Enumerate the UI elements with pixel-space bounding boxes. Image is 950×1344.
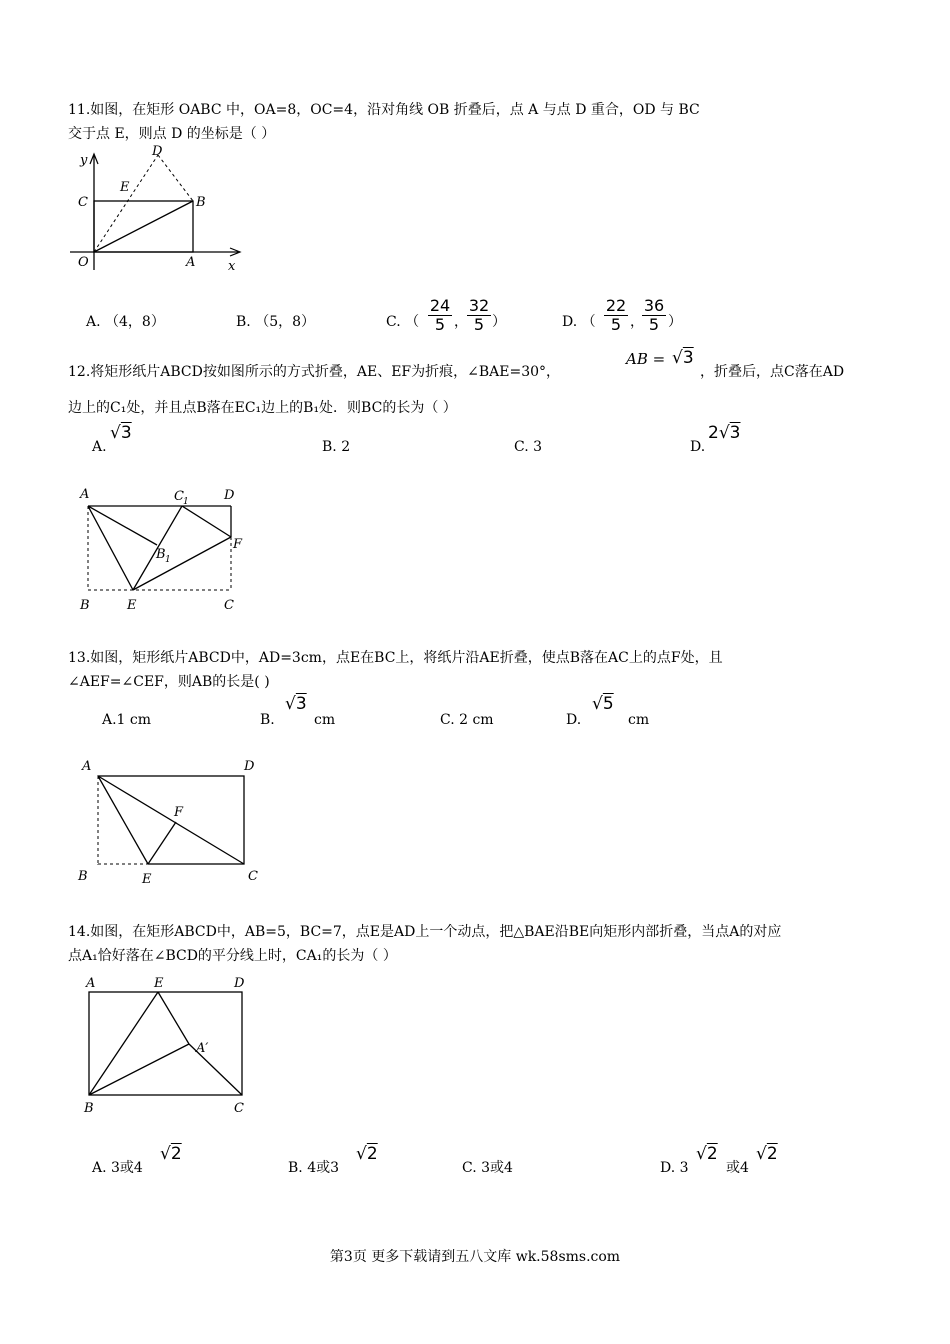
q12-option-c: C. 3 bbox=[514, 439, 543, 455]
q11-option-d-frac2 bbox=[642, 296, 666, 334]
q14-fold-be bbox=[89, 992, 158, 1095]
q14-label-a-prime: A′ bbox=[196, 1041, 209, 1056]
q13-label-d: D bbox=[244, 759, 255, 774]
q13-label-e: E bbox=[142, 872, 152, 887]
q14-option-a-prefix: A. 3或4 bbox=[92, 1160, 143, 1176]
q12-fold-c1f bbox=[182, 506, 231, 537]
q12-option-a-prefix: A. bbox=[92, 439, 107, 455]
q11-option-d-prefix: D. （ bbox=[562, 314, 596, 330]
q13-label-f: F bbox=[174, 805, 184, 820]
q14-option-d-radicand1: 2 bbox=[706, 1144, 718, 1164]
q13-option-d-radicand: 5 bbox=[602, 694, 614, 714]
q13-segment-ef bbox=[148, 822, 176, 864]
q12-text-line2: 边上的C₁处，并且点B落在EC₁边上的B₁处．则BC的长为（ ） bbox=[68, 400, 457, 416]
q13-diagonal-ac bbox=[98, 776, 244, 864]
q14-option-a-sqrt: √2 bbox=[160, 1144, 182, 1164]
q14-label-c: C bbox=[234, 1101, 244, 1116]
q11-label-c: C bbox=[78, 195, 88, 210]
q12-figure bbox=[70, 482, 260, 617]
q13-option-a: A.1 cm bbox=[102, 712, 152, 728]
q11-option-c-frac1 bbox=[428, 296, 452, 334]
q14-segment-ea1 bbox=[158, 992, 189, 1044]
q13-label-c: C bbox=[248, 869, 258, 884]
q13-text-line1: 13.如图，矩形纸片ABCD中，AD=3cm，点E在BC上，将纸片沿AE折叠，使点B落在AC上的点F处，且 bbox=[68, 650, 723, 666]
q12-option-d-radicand: 3 bbox=[729, 423, 741, 443]
q14-text-line2: 点A₁恰好落在∠BCD的平分线上时，CA₁的长为（ ） bbox=[68, 948, 397, 964]
q14-option-d-sqrt1: √2 bbox=[696, 1144, 718, 1164]
q13-option-d-sqrt: √5 bbox=[592, 694, 614, 714]
q12-label-b: B bbox=[80, 598, 90, 613]
q11-label-b: B bbox=[196, 195, 206, 210]
q12-option-a-sqrt: √3 bbox=[110, 423, 132, 443]
q11-label-d: D bbox=[152, 144, 163, 159]
q11-text-line1: 11.如图，在矩形 OABC 中，OA=8，OC=4，沿对角线 OB 折叠后，点 A 与点 D 重合，OD 与 BC bbox=[68, 102, 700, 118]
q14-text-line1: 14.如图，在矩形ABCD中，AB=5，BC=7，点E是AD上一个动点，把△BAE沿BE向矩形内部折叠，当点A的对应 bbox=[68, 924, 782, 940]
q11-diagonal-ob bbox=[94, 201, 193, 252]
q12-label-e: E bbox=[127, 598, 137, 613]
q13-text-line2: ∠AEF=∠CEF，则AB的长是( ) bbox=[68, 674, 270, 690]
q13-figure bbox=[72, 756, 272, 891]
q12-label-f: F bbox=[233, 537, 243, 552]
q11-option-d-suffix: ） bbox=[668, 314, 682, 330]
q11-d-num2: 36 bbox=[643, 296, 665, 315]
q14-label-d: D bbox=[234, 976, 245, 991]
q11-option-b: B. （5，8） bbox=[236, 314, 316, 330]
q11-option-c-sep: ， bbox=[454, 314, 468, 330]
q11-d-den1: 5 bbox=[604, 315, 628, 334]
q14-option-d-prefix: D. 3 bbox=[660, 1160, 689, 1176]
q14-label-a: A bbox=[86, 976, 96, 991]
q12-label-a: A bbox=[80, 487, 90, 502]
q11-option-c-suffix: ） bbox=[492, 314, 506, 330]
q14-label-e: E bbox=[154, 976, 164, 991]
q12-formula-sqrt: √3 bbox=[672, 348, 694, 368]
q12-option-d-prefix: D. bbox=[690, 439, 706, 455]
q12-label-b1-sub: 1 bbox=[165, 555, 171, 565]
q13-option-b-prefix: B. bbox=[260, 712, 275, 728]
q12-option-d-sqrt: 2√3 bbox=[708, 423, 741, 443]
q11-c-den1: 5 bbox=[428, 315, 452, 334]
q13-label-b: B bbox=[78, 869, 88, 884]
q11-figure bbox=[60, 142, 260, 282]
q14-option-b-sqrt: √2 bbox=[356, 1144, 378, 1164]
q12-fold-ef bbox=[133, 537, 231, 590]
q14-option-d-mid: 或4 bbox=[726, 1160, 749, 1176]
q11-option-d-frac1 bbox=[604, 296, 628, 334]
page-footer: 第3页 更多下载请到五八文库 wk.58sms.com bbox=[329, 1249, 621, 1265]
q12-text-line1-post: ，折叠后，点C落在AD bbox=[700, 364, 845, 380]
q11-label-y: y bbox=[80, 153, 88, 168]
q11-dashed-db bbox=[158, 155, 193, 201]
q11-option-c-prefix: C. （ bbox=[386, 314, 420, 330]
q11-label-o: O bbox=[78, 255, 89, 270]
q11-option-d-sep: ， bbox=[630, 314, 644, 330]
q11-d-den2: 5 bbox=[642, 315, 666, 334]
q12-label-c1-sub: 1 bbox=[183, 497, 189, 507]
q13-label-a: A bbox=[82, 759, 92, 774]
q11-option-a: A. （4，8） bbox=[86, 314, 165, 330]
q14-option-b-radicand: 2 bbox=[366, 1144, 378, 1164]
q14-option-d-sqrt2: √2 bbox=[756, 1144, 778, 1164]
q12-label-b1: B bbox=[156, 547, 166, 562]
q12-label-c1: C bbox=[174, 489, 184, 504]
q14-figure bbox=[70, 972, 270, 1122]
q13-option-b-sqrt: √3 bbox=[285, 694, 307, 714]
q11-text-line2: 交于点 E，则点 D 的坐标是（ ） bbox=[68, 126, 276, 142]
q12-formula-radicand: 3 bbox=[682, 348, 694, 368]
q11-dashed-od bbox=[94, 155, 158, 252]
q11-label-x: x bbox=[228, 259, 236, 274]
q12-option-a-radicand: 3 bbox=[120, 423, 132, 443]
q14-option-b-prefix: B. 4或3 bbox=[288, 1160, 340, 1176]
q14-label-b: B bbox=[84, 1101, 94, 1116]
q11-label-a: A bbox=[186, 255, 196, 270]
q13-option-d-unit: cm bbox=[628, 712, 650, 728]
q12-option-b: B. 2 bbox=[322, 439, 351, 455]
q11-label-e: E bbox=[120, 180, 130, 195]
q14-option-d-radicand2: 2 bbox=[766, 1144, 778, 1164]
q12-label-d: D bbox=[224, 488, 235, 503]
q14-segment-ba1 bbox=[89, 1044, 189, 1095]
q12-option-d-coef: 2 bbox=[708, 423, 719, 443]
q14-option-a-radicand: 2 bbox=[170, 1144, 182, 1164]
q13-fold-ae bbox=[98, 776, 148, 864]
q11-c-num2: 32 bbox=[468, 296, 490, 315]
q12-text-line1-pre: 12.将矩形纸片ABCD按如图所示的方式折叠，AE、EF为折痕，∠BAE=30°， bbox=[68, 364, 561, 380]
q14-rect-abcd bbox=[89, 992, 242, 1095]
q12-label-c: C bbox=[224, 598, 234, 613]
q13-option-d-prefix: D. bbox=[566, 712, 582, 728]
q11-d-num1: 22 bbox=[605, 296, 627, 315]
q14-option-c: C. 3或4 bbox=[462, 1160, 513, 1176]
q13-option-b-unit: cm bbox=[314, 712, 336, 728]
q13-option-c: C. 2 cm bbox=[440, 712, 494, 728]
q11-option-c-frac2 bbox=[467, 296, 491, 334]
q11-c-den2: 5 bbox=[467, 315, 491, 334]
q12-formula-lhs: AB = bbox=[626, 350, 666, 368]
q13-option-b-radicand: 3 bbox=[295, 694, 307, 714]
q11-c-num1: 24 bbox=[429, 296, 451, 315]
